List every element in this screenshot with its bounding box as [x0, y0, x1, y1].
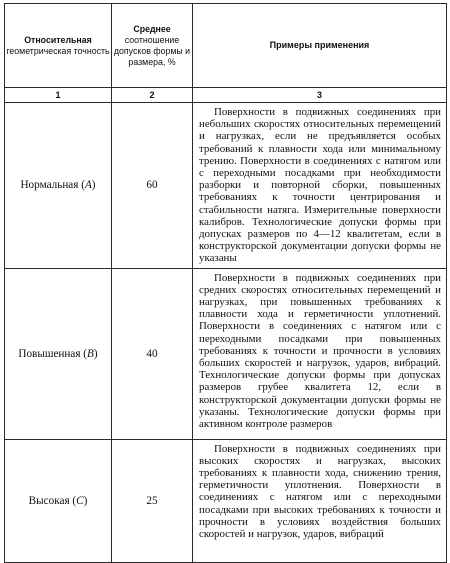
table-row [5, 103, 447, 269]
ratio-value: 40 [112, 268, 193, 439]
ratio-value: 25 [112, 439, 193, 562]
column-number-row [5, 88, 447, 103]
header-ratio-subtitle: соотношение допусков формы и размера, % [113, 34, 191, 67]
precision-name-cell [5, 268, 112, 439]
ratio-value: 60 [112, 103, 193, 269]
precision-name-suffix: ) [83, 494, 88, 507]
precision-name-suffix: ) [93, 347, 98, 360]
precision-name: Нормальная ( [20, 179, 85, 192]
application-examples-cell [193, 103, 447, 269]
precision-letter: B [87, 347, 94, 360]
column-number: 1 [5, 88, 112, 103]
precision-table [4, 3, 447, 563]
header-precision-title: Относительная [24, 34, 92, 45]
application-examples-text: Поверхности в подвижных соединениях при высоких скоростях и нагрузках, высоких требованиях к плавности хода, снижению трения, герметичности уплотнения. Поверхности в соединениях с натягом или с переходными посадками при высоких требованиях к точности и прочности в условиях воздействия больших скоростей и нагрузок, ударов, вибраций [199, 442, 441, 541]
precision-name-suffix: ) [91, 179, 96, 192]
precision-name: Повышенная ( [18, 347, 88, 360]
column-number: 3 [193, 88, 447, 103]
header-cell-examples [193, 4, 447, 88]
application-examples-cell [193, 268, 447, 439]
table-row [5, 268, 447, 439]
precision-name: Высокая ( [28, 494, 77, 507]
precision-letter: A [84, 179, 92, 192]
precision-name-cell [5, 103, 112, 269]
header-precision-subtitle: геометрическая точность [6, 45, 110, 56]
header-examples-title: Примеры применения [269, 40, 370, 50]
application-examples-text: Поверхности в подвижных соединениях при средних скоростях относительных перемещений и нагрузках, при повышенных требованиях к плавности хода и герметичности уплотнений. Поверхности в соединениях с натягом или с переходными посадками при повышенных требованиях к точности и прочности в условиях больших скоростей и нагрузок, ударов, вибраций. Технологические допуски формы при допусках размеров грубее квалитета 12, если в конструкторской документации допуски формы не указаны. Технологические допуски формы при активном контроле размеров [199, 271, 441, 431]
header-ratio-title: Среднее [133, 23, 171, 34]
column-number: 2 [112, 88, 193, 103]
header-cell-precision [5, 4, 112, 88]
header-row [5, 4, 447, 88]
precision-letter: C [76, 494, 84, 507]
header-cell-ratio [112, 4, 193, 88]
application-examples-text: Поверхности в подвижных соединениях при небольших скоростях относительных перемещений и нагрузках, если не предъявляется особых требований к плавности хода или минимальному трению. Поверхности в соединениях с натягом или с переходными посадками при необходимости разборки и повторной сборки, повышенных требованиях к точности центрирования и стабильности натяга. Измерительные поверхности калибров. Технологические допуски формы при допусках размеров по 4—12 квалитетам, если в конструкторской документации допуски формы не указаны [199, 106, 441, 265]
